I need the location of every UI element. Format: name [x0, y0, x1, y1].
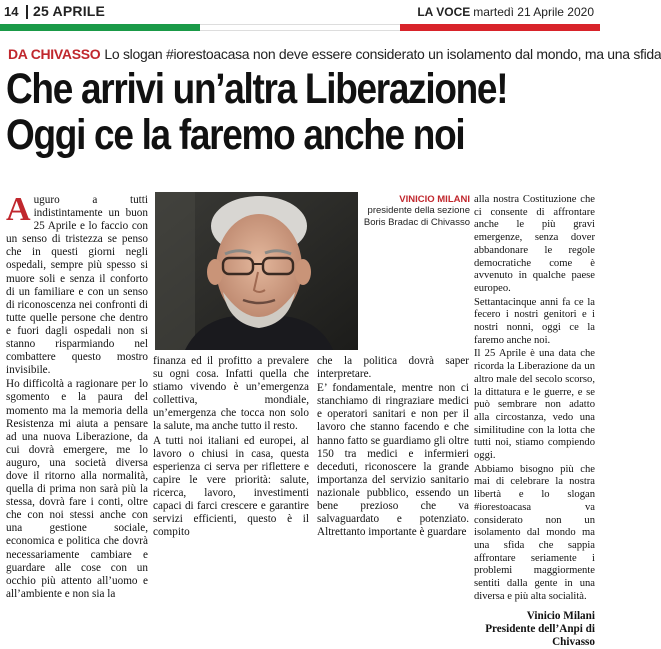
page-header: [0, 0, 600, 24]
caption-role: presidente della sezione Boris Bradac di Chivasso: [363, 205, 470, 228]
article-column-4: [474, 194, 595, 649]
signature-title: Presidente dell’Anpi di Chivasso: [485, 622, 595, 648]
paragraph: Ho difficoltà a ragionare per lo sgomento e la paura del momento ma la memoria della Resistenza mi aiuta a pensare ad una nuova Liberazione, da cui dovrà emergere, me lo auguro, una società diversa dove il ritorno alla normalità, quella di prima non sarà più la stessa, dovrà fare i conti, oltre che con noi stessi anche con una gestione sociale, economica e politica che dovrà necessariamente cambiare e guardare alle cose con un occhio più attento all’uomo e all’ambiente e non sia la: [6, 378, 148, 600]
paragraph: finanza ed il profitto a prevalere su ogni cosa. Infatti quella che stiamo vivendo è un’emergenza collettiva, mondiale, un’emergenza che tocca non solo la salute, ma anche tutto il resto.: [153, 355, 309, 433]
signature-name: Vinicio Milani: [526, 609, 595, 622]
kicker: [8, 46, 661, 62]
photo-caption: [362, 194, 470, 228]
signature: [474, 610, 595, 649]
paragraph: Il 25 Aprile è una data che ricorda la Liberazione da un altro male del secolo scorso, la dittatura e le guerre, e se può sembrare non adatto alla circostanza, vedo una similitudine con la lotta che tutti noi, stiamo compiendo oggi.: [474, 348, 595, 462]
paragraph: che la politica dovrà saper interpretare.: [317, 355, 469, 381]
paragraph: Settantacinque anni fa ce la fecero i nostri genitori e i nostri nonni, oggi ce la faremo anche noi.: [474, 296, 595, 346]
newspaper-name: LA VOCE: [417, 5, 471, 19]
portrait-image: [155, 192, 358, 350]
article-column-3: [317, 355, 469, 540]
flag-stripe-red: [400, 24, 600, 31]
newspaper-masthead: [417, 5, 594, 19]
flag-stripe-white: [200, 24, 400, 31]
paragraph: alla nostra Costituzione che ci consente di affrontare anche le più gravi emergenze, senza dover abbandonare le regole democratiche come è avvenuto in qualche paese europeo.: [474, 194, 595, 294]
paragraph: Abbiamo bisogno più che mai di celebrare la nostra libertà e lo slogan #iorestoacasa va considerato non un isolamento dal mondo ma una sfida che sappia affrontare seriamente i problemi maggiormente sentiti dalla gente in una diversa e più alta socialità.: [474, 463, 595, 602]
headline-line-1: Che arrivi un’altra Liberazione!: [6, 65, 508, 113]
article-column-2: [153, 355, 309, 540]
author-photo: [155, 192, 358, 350]
kicker-summary: Lo slogan #iorestoacasa non deve essere considerato un isolamento dal mondo, ma una sfida: [104, 46, 661, 62]
headline-line-2: Oggi ce la faremo anche noi: [6, 111, 465, 159]
paragraph-text: uguro a tutti indistintamente un buon 25 Aprile e lo faccio con un senso di tristezza se penso che in questi giorni negli ospedali, sempre più spesso si muore soli e senza il conforto di un familiare e con un senso di riconoscenza nei confronti di tutte quelle persone che dentro e fuori dagli ospedali non si stanno risparmiando nel combattere questo mostro invisibile.: [6, 194, 148, 377]
page-number: 14: [4, 4, 19, 19]
header-divider: [26, 5, 28, 19]
drop-cap: A: [6, 191, 31, 228]
issue-date: martedì 21 Aprile 2020: [473, 5, 594, 19]
paragraph: E’ fondamentale, mentre non ci stanchiamo di ringraziare medici e operatori sanitari e non per il lavoro che stanno facendo e che hanno fatto se guardiamo gli oltre 150 tra medici e infermieri deceduti, riconoscere la grande importanza del servizio sanitario nazionale pubblico, essendo un bene prezioso che va salvaguardato e potenziato. Altrettanto importante è guardare: [317, 382, 469, 539]
headline: [6, 66, 507, 158]
paragraph: [6, 191, 148, 377]
article-column-1: [6, 191, 148, 602]
section-title: 25 APRILE: [33, 3, 106, 19]
kicker-location: DA CHIVASSO: [8, 46, 101, 62]
caption-name: VINICIO MILANI: [399, 194, 470, 205]
flag-stripe-green: [0, 24, 200, 31]
paragraph: A tutti noi italiani ed europei, al lavoro o chiusi in casa, questa esperienza ci serva per riflettere e capire le vere priorità: salute, ricerca, lavoro, investimenti capaci di farci crescere e garantire servizi efficienti, questo è il compito: [153, 434, 309, 539]
